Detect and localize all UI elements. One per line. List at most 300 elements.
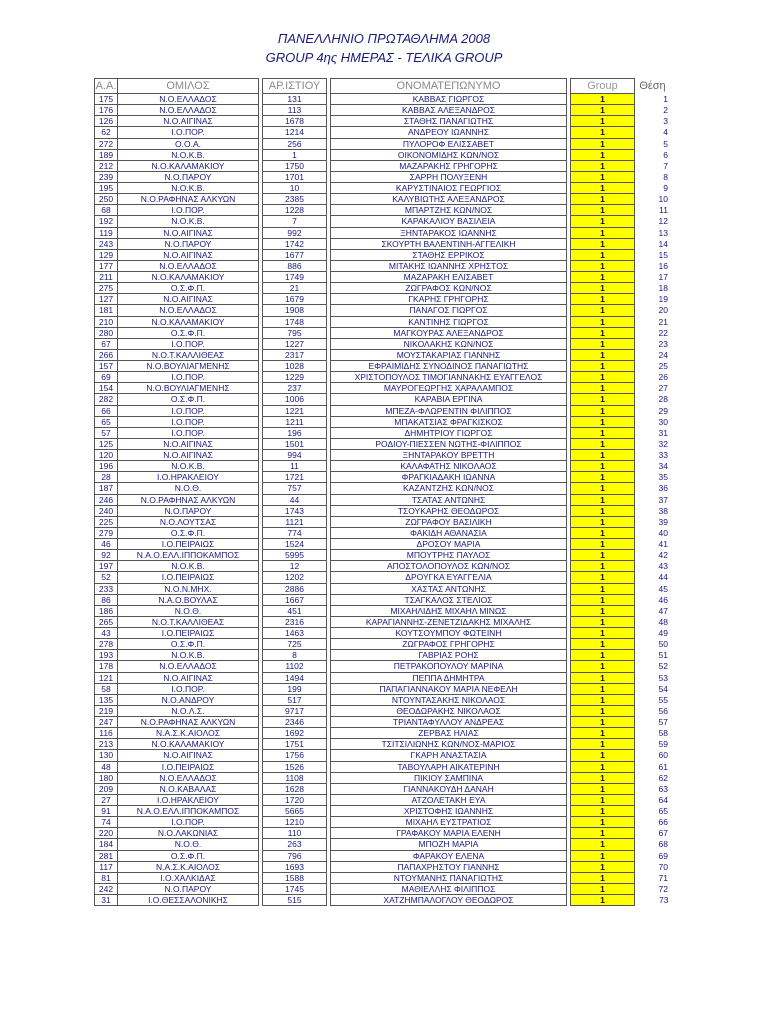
table-row — [95, 750, 671, 761]
table-row — [95, 338, 671, 349]
row-position: 61 — [658, 761, 668, 772]
row-group: 1 — [571, 539, 635, 550]
row-club: Ν.Ο.ΠΑΡΟΥ — [118, 171, 259, 182]
row-aa: 120 — [95, 450, 118, 461]
row-club: Ο.Σ.Φ.Π. — [118, 327, 259, 338]
table-row — [95, 605, 671, 616]
row-position: 16 — [658, 260, 668, 271]
row-reg: 994 — [263, 450, 327, 461]
row-position: 33 — [658, 450, 668, 461]
row-name: ΠΕΤΡΑΚΟΠΟΥΛΟΥ ΜΑΡΙΝΑ — [331, 661, 567, 672]
row-position: 71 — [658, 872, 668, 883]
row-club: Ν.Α.Ο.ΕΛΛ.ΙΠΠΟΚΑΜΠΟΣ — [118, 550, 259, 561]
row-reg: 1677 — [263, 249, 327, 260]
row-position: 41 — [658, 539, 668, 550]
row-reg: 1756 — [263, 750, 327, 761]
row-position: 3 — [663, 116, 668, 127]
row-group: 1 — [571, 160, 635, 171]
row-position: 31 — [658, 427, 668, 438]
row-club: Ν.Ο.ΛΟΥΤΣΑΣ — [118, 516, 259, 527]
row-aa: 210 — [95, 316, 118, 327]
row-aa: 127 — [95, 294, 118, 305]
row-club: Ι.Ο.ΘΕΣΣΑΛΟΝΙΚΗΣ — [118, 895, 259, 906]
page-title: ΠΑΝΕΛΛΗΝΙΟ ΠΡΩΤΑΘΛΗΜΑ 2008 — [277, 31, 491, 46]
row-name: ΜΠΕΖΑ-ΦΛΩΡΕΝΤΙΝ ΦΙΛΙΠΠΟΣ — [331, 405, 567, 416]
row-club: Ν.Ο.ΑΙΓΙΝΑΣ — [118, 750, 259, 761]
row-reg: 774 — [263, 527, 327, 538]
row-reg: 10 — [263, 183, 327, 194]
row-club: Ι.Ο.ΠΕΙΡΑΙΩΣ — [118, 539, 259, 550]
row-reg: 1743 — [263, 505, 327, 516]
row-name: ΚΑΒΒΑΣ ΓΙΩΡΓΟΣ — [331, 94, 567, 105]
table-row — [95, 260, 671, 271]
row-name: ΠΥΛΟΡΟΦ ΕΛΙΣΣΑΒΕΤ — [331, 138, 567, 149]
row-reg: 1221 — [263, 405, 327, 416]
row-club: Ν.Ο.Τ.ΚΑΛΛΙΘΕΑΣ — [118, 616, 259, 627]
row-aa: 196 — [95, 461, 118, 472]
table-row — [95, 349, 671, 360]
row-position: 9 — [663, 183, 668, 194]
row-aa: 69 — [95, 372, 118, 383]
row-aa: 52 — [95, 572, 118, 583]
row-aa: 225 — [95, 516, 118, 527]
row-reg: 1588 — [263, 872, 327, 883]
table-row — [95, 772, 671, 783]
row-aa: 250 — [95, 194, 118, 205]
table-row — [95, 249, 671, 260]
row-reg: 1751 — [263, 739, 327, 750]
row-group: 1 — [571, 806, 635, 817]
row-group: 1 — [571, 561, 635, 572]
row-name: ΜΑΘΙΕΛΛΗΣ ΦΙΛΙΠΠΟΣ — [331, 883, 567, 894]
table-row — [95, 472, 671, 483]
row-group: 1 — [571, 839, 635, 850]
row-name: ΚΑΡΑΚΑΛΙΟΥ ΒΑΣΙΛΕΙΑ — [331, 216, 567, 227]
row-name: ΣΑΡΡΗ ΠΟΛΥΞΕΝΗ — [331, 171, 567, 182]
row-reg: 2385 — [263, 194, 327, 205]
col-header-reg: ΑΡ.ΙΣΤΙΟΥ — [263, 79, 327, 94]
table-row — [95, 650, 671, 661]
row-name: ΝΤΟΥΜΑΝΗΣ ΠΑΝΑΓΙΩΤΗΣ — [331, 872, 567, 883]
row-group: 1 — [571, 383, 635, 394]
row-name: ΡΟΔΙΟΥ-ΠΙΕΣΣΕΝ ΝΩΤΗΣ-ΦΙΛΙΠΠΟΣ — [331, 438, 567, 449]
row-group: 1 — [571, 361, 635, 372]
row-aa: 157 — [95, 361, 118, 372]
row-club: Ν.Ο.ΚΑΛΑΜΑΚΙΟΥ — [118, 272, 259, 283]
row-name: ΓΑΒΡΙΑΣ ΡΟΗΣ — [331, 650, 567, 661]
table-row — [95, 806, 671, 817]
row-club: Ν.Ο.ΑΙΓΙΝΑΣ — [118, 227, 259, 238]
row-position: 70 — [658, 861, 668, 872]
row-club: Ν.Ο.ΛΑΚΩΝΙΑΣ — [118, 828, 259, 839]
row-reg: 2886 — [263, 583, 327, 594]
row-position: 44 — [658, 572, 668, 583]
row-position: 68 — [658, 839, 668, 850]
row-club: Ν.Α.Σ.Κ.ΑΙΟΛΟΣ — [118, 861, 259, 872]
row-position: 42 — [658, 550, 668, 561]
row-name: ΜΠΑΡΤΖΗΣ ΚΩΝ/ΝΟΣ — [331, 205, 567, 216]
table-row — [95, 717, 671, 728]
row-group: 1 — [571, 405, 635, 416]
row-club: Ν.Ο.ΚΑΛΑΜΑΚΙΟΥ — [118, 739, 259, 750]
table-row — [95, 372, 671, 383]
row-reg: 2317 — [263, 349, 327, 360]
row-name: ΠΑΠΑΓΙΑΝΝΑΚΟΥ ΜΑΡΙΑ ΝΕΦΕΛΗ — [331, 683, 567, 694]
row-aa: 189 — [95, 149, 118, 160]
row-club: Ι.Ο.ΠΟΡ. — [118, 127, 259, 138]
col-header-club: ΟΜΙΛΟΣ — [118, 79, 259, 94]
row-name: ΣΤΑΘΗΣ ΕΡΡΙΚΟΣ — [331, 249, 567, 260]
table-row — [95, 171, 671, 182]
row-group: 1 — [571, 872, 635, 883]
row-position: 24 — [658, 349, 668, 360]
row-aa: 177 — [95, 260, 118, 271]
table-row — [95, 761, 671, 772]
row-group: 1 — [571, 472, 635, 483]
row-club: Ο.Σ.Φ.Π. — [118, 283, 259, 294]
table-row — [95, 861, 671, 872]
row-reg: 256 — [263, 138, 327, 149]
row-aa: 176 — [95, 105, 118, 116]
table-row — [95, 238, 671, 249]
row-position: 46 — [658, 594, 668, 605]
row-name: ΜΑΖΑΡΑΚΗ ΕΛΙΣΑΒΕΤ — [331, 272, 567, 283]
row-club: Ο.Ο.Α. — [118, 138, 259, 149]
row-name: ΖΩΓΡΑΦΟΣ ΓΡΗΓΟΡΗΣ — [331, 639, 567, 650]
row-aa: 92 — [95, 550, 118, 561]
row-aa: 243 — [95, 238, 118, 249]
row-reg: 1 — [263, 149, 327, 160]
row-aa: 272 — [95, 138, 118, 149]
row-club: Ι.Ο.ΠΕΙΡΑΙΩΣ — [118, 761, 259, 772]
row-position: 52 — [658, 661, 668, 672]
row-reg: 1908 — [263, 305, 327, 316]
row-reg: 1693 — [263, 861, 327, 872]
table-row — [95, 527, 671, 538]
row-position: 51 — [658, 650, 668, 661]
row-name: ΠΑΝΑΓΟΣ ΓΙΩΡΓΟΣ — [331, 305, 567, 316]
row-name: ΘΕΟΔΩΡΑΚΗΣ ΝΙΚΟΛΑΟΣ — [331, 705, 567, 716]
row-reg: 1721 — [263, 472, 327, 483]
row-group: 1 — [571, 650, 635, 661]
row-group: 1 — [571, 238, 635, 249]
table-row — [95, 194, 671, 205]
col-header-aa: Α.Α. — [95, 80, 117, 92]
table-row — [95, 216, 671, 227]
row-name: ΔΡΟΥΓΚΑ ΕΥΑΓΓΕΛΙΑ — [331, 572, 567, 583]
row-position: 8 — [663, 171, 668, 182]
row-reg: 1750 — [263, 160, 327, 171]
row-group: 1 — [571, 594, 635, 605]
row-position: 21 — [658, 316, 668, 327]
row-position: 5 — [663, 138, 668, 149]
row-aa: 46 — [95, 539, 118, 550]
table-row — [95, 183, 671, 194]
row-aa: 195 — [95, 183, 118, 194]
row-aa: 48 — [95, 761, 118, 772]
col-header-group: Group — [571, 79, 635, 94]
row-reg: 7 — [263, 216, 327, 227]
row-group: 1 — [571, 494, 635, 505]
row-name: ΠΙΚΙΟΥ ΣΑΜΠΙΝΑ — [331, 772, 567, 783]
row-aa: 125 — [95, 438, 118, 449]
row-group: 1 — [571, 116, 635, 127]
row-position: 2 — [663, 105, 668, 116]
table-row — [95, 728, 671, 739]
row-position: 64 — [658, 794, 668, 805]
table-row — [95, 694, 671, 705]
row-group: 1 — [571, 705, 635, 716]
row-group: 1 — [571, 438, 635, 449]
row-aa: 81 — [95, 872, 118, 883]
row-club: Ν.Ο.ΑΙΓΙΝΑΣ — [118, 672, 259, 683]
row-position: 48 — [658, 616, 668, 627]
row-reg: 1678 — [263, 116, 327, 127]
row-reg: 1720 — [263, 794, 327, 805]
row-name: ΔΗΜΗΤΡΙΟΥ ΓΙΩΡΓΟΣ — [331, 427, 567, 438]
row-position: 63 — [658, 783, 668, 794]
row-position: 66 — [658, 817, 668, 828]
row-club: Ν.Ο.ΡΑΦΗΝΑΣ ΑΛΚΥΩΝ — [118, 494, 259, 505]
row-position: 19 — [658, 294, 668, 305]
row-position: 57 — [658, 717, 668, 728]
row-group: 1 — [571, 661, 635, 672]
row-club: Ι.Ο.ΠΟΡ. — [118, 338, 259, 349]
row-position: 4 — [663, 127, 668, 138]
table-row — [95, 783, 671, 794]
row-aa: 265 — [95, 616, 118, 627]
table-row — [95, 294, 671, 305]
row-group: 1 — [571, 327, 635, 338]
row-club: Ι.Ο.ΠΟΡ. — [118, 405, 259, 416]
row-name: ΚΑΡΑΓΙΑΝΝΗΣ-ΖΕΝΕΤΖΙΔΑΚΗΣ ΜΙΧΑΛΗΣ — [331, 616, 567, 627]
row-name: ΓΙΑΝΝΑΚΟΥΔΗ ΔΑΝΑΗ — [331, 783, 567, 794]
row-club: Ν.Ο.Κ.Β. — [118, 149, 259, 160]
row-name: ΔΡΟΣΟΥ ΜΑΡΙΑ — [331, 539, 567, 550]
row-club: Ν.Ο.ΕΛΛΑΔΟΣ — [118, 305, 259, 316]
row-name: ΞΗΝΤΑΡΑΚΟΣ ΙΩΑΝΝΗΣ — [331, 227, 567, 238]
table-row — [95, 705, 671, 716]
table-row — [95, 361, 671, 372]
row-club: Ι.Ο.ΠΟΡ. — [118, 817, 259, 828]
row-position: 12 — [658, 216, 668, 227]
row-group: 1 — [571, 305, 635, 316]
row-position: 15 — [658, 249, 668, 260]
row-position: 27 — [658, 383, 668, 394]
row-group: 1 — [571, 783, 635, 794]
row-position: 22 — [658, 327, 668, 338]
row-reg: 1749 — [263, 272, 327, 283]
row-position: 14 — [658, 238, 668, 249]
row-group: 1 — [571, 416, 635, 427]
row-group: 1 — [571, 194, 635, 205]
table-row — [95, 160, 671, 171]
row-aa: 242 — [95, 883, 118, 894]
row-group: 1 — [571, 772, 635, 783]
table-row — [95, 94, 671, 105]
row-club: Ν.Α.Ο.ΕΛΛ.ΙΠΠΟΚΑΜΠΟΣ — [118, 806, 259, 817]
table-row — [95, 594, 671, 605]
page-subtitle: GROUP 4ης ΗΜΕΡΑΣ - ΤΕΛΙΚΑ GROUP — [265, 50, 503, 65]
row-aa: 27 — [95, 794, 118, 805]
row-reg: 1628 — [263, 783, 327, 794]
row-reg: 2316 — [263, 616, 327, 627]
row-position: 36 — [658, 483, 668, 494]
row-club: Ν.Ο.Θ. — [118, 605, 259, 616]
row-position: 11 — [659, 205, 668, 216]
table-row — [95, 138, 671, 149]
row-reg: 1526 — [263, 761, 327, 772]
row-position: 53 — [658, 672, 668, 683]
row-aa: 239 — [95, 171, 118, 182]
row-aa: 154 — [95, 383, 118, 394]
row-group: 1 — [571, 527, 635, 538]
row-reg: 1028 — [263, 361, 327, 372]
row-aa: 213 — [95, 739, 118, 750]
row-group: 1 — [571, 516, 635, 527]
row-name: ΚΑΛΥΒΙΩΤΗΣ ΑΛΕΞΑΝΔΡΟΣ — [331, 194, 567, 205]
row-aa: 62 — [95, 127, 118, 138]
table-row — [95, 483, 671, 494]
row-group: 1 — [571, 761, 635, 772]
row-name: ΑΝΔΡΕΟΥ ΙΩΑΝΝΗΣ — [331, 127, 567, 138]
table-row — [95, 661, 671, 672]
row-aa: 28 — [95, 472, 118, 483]
row-club: Ο.Σ.Φ.Π. — [118, 639, 259, 650]
row-aa: 184 — [95, 839, 118, 850]
row-reg: 1108 — [263, 772, 327, 783]
row-reg: 1679 — [263, 294, 327, 305]
row-club: Ν.Ο.ΑΙΓΙΝΑΣ — [118, 294, 259, 305]
row-name: ΠΑΠΑΧΡΗΣΤΟΥ ΓΙΑΝΝΗΣ — [331, 861, 567, 872]
row-reg: 1006 — [263, 394, 327, 405]
row-group: 1 — [571, 138, 635, 149]
row-group: 1 — [571, 227, 635, 238]
table-row — [95, 839, 671, 850]
row-name: ΓΚΑΡΗΣ ΓΡΗΓΟΡΗΣ — [331, 294, 567, 305]
row-club: Ν.Ο.ΠΑΡΟΥ — [118, 505, 259, 516]
row-club: Ν.Ο.ΡΑΦΗΝΑΣ ΑΛΚΥΩΝ — [118, 194, 259, 205]
row-club: Ν.Ο.Ν.ΜΗΧ. — [118, 583, 259, 594]
row-club: Ν.Ο.Λ.Σ. — [118, 705, 259, 716]
row-reg: 1102 — [263, 661, 327, 672]
row-group: 1 — [571, 216, 635, 227]
row-group: 1 — [571, 828, 635, 839]
row-group: 1 — [571, 505, 635, 516]
row-group: 1 — [571, 483, 635, 494]
row-position: 43 — [658, 561, 668, 572]
table-row — [95, 872, 671, 883]
row-name: ΞΗΝΤΑΡΑΚΟΥ ΒΡΕΤΤΗ — [331, 450, 567, 461]
row-aa: 31 — [95, 895, 118, 906]
row-position: 26 — [658, 372, 668, 383]
row-club: Ι.Ο.ΠΟΡ. — [118, 427, 259, 438]
row-position: 62 — [658, 772, 668, 783]
row-aa: 74 — [95, 817, 118, 828]
table-row — [95, 461, 671, 472]
row-group: 1 — [571, 550, 635, 561]
row-club: Ν.Ο.Θ. — [118, 483, 259, 494]
row-position: 39 — [658, 516, 668, 527]
row-aa: 135 — [95, 694, 118, 705]
row-reg: 1211 — [263, 416, 327, 427]
row-name: ΑΤΖΟΛΕΤΑΚΗ ΕΥΑ — [331, 794, 567, 805]
row-aa: 192 — [95, 216, 118, 227]
row-position: 13 — [658, 227, 668, 238]
row-position: 58 — [658, 728, 668, 739]
row-position: 56 — [658, 705, 668, 716]
row-club: Ι.Ο.ΠΟΡ. — [118, 205, 259, 216]
row-club: Ν.Ο.ΕΛΛΑΔΟΣ — [118, 260, 259, 271]
row-group: 1 — [571, 349, 635, 360]
row-club: Ν.Ο.ΚΑΛΑΜΑΚΙΟΥ — [118, 316, 259, 327]
row-reg: 886 — [263, 260, 327, 271]
row-club: Ο.Σ.Φ.Π. — [118, 850, 259, 861]
row-group: 1 — [571, 639, 635, 650]
row-name: ΜΑΓΚΟΥΡΑΣ ΑΛΕΞΑΝΔΡΟΣ — [331, 327, 567, 338]
row-name: ΚΑΒΒΑΣ ΑΛΕΞΑΝΔΡΟΣ — [331, 105, 567, 116]
row-name: ΓΚΑΡΗ ΑΝΑΣΤΑΣΙΑ — [331, 750, 567, 761]
table-row — [95, 394, 671, 405]
row-club: Ν.Ο.ΡΑΦΗΝΑΣ ΑΛΚΥΩΝ — [118, 717, 259, 728]
table-row — [95, 572, 671, 583]
row-reg: 725 — [263, 639, 327, 650]
row-reg: 796 — [263, 850, 327, 861]
row-club: Ν.Ο.Τ.ΚΑΛΛΙΘΕΑΣ — [118, 349, 259, 360]
row-aa: 247 — [95, 717, 118, 728]
row-group: 1 — [571, 794, 635, 805]
row-group: 1 — [571, 171, 635, 182]
row-position: 25 — [658, 361, 668, 372]
row-club: Ν.Ο.ΑΙΓΙΝΑΣ — [118, 450, 259, 461]
row-reg: 1745 — [263, 883, 327, 894]
row-reg: 11 — [263, 461, 327, 472]
row-position: 20 — [658, 305, 668, 316]
row-group: 1 — [571, 372, 635, 383]
table-row — [95, 505, 671, 516]
row-aa: 211 — [95, 272, 118, 283]
row-reg: 44 — [263, 494, 327, 505]
row-position: 35 — [658, 472, 668, 483]
col-header-name: ΟΝΟΜΑΤΕΠΩΝΥΜΟ — [331, 79, 567, 94]
row-reg: 1210 — [263, 817, 327, 828]
row-reg: 795 — [263, 327, 327, 338]
row-reg: 5995 — [263, 550, 327, 561]
row-name: ΜΙΤΑΚΗΣ ΙΩΑΝΝΗΣ ΧΡΗΣΤΟΣ — [331, 260, 567, 271]
row-reg: 1742 — [263, 238, 327, 249]
table-row — [95, 494, 671, 505]
row-club: Ν.Α.Ο.ΒΟΥΛΑΣ — [118, 594, 259, 605]
table-row — [95, 561, 671, 572]
row-club: Ν.Α.Σ.Κ.ΑΙΟΛΟΣ — [118, 728, 259, 739]
table-row — [95, 628, 671, 639]
row-group: 1 — [571, 672, 635, 683]
row-aa: 240 — [95, 505, 118, 516]
row-reg: 113 — [263, 105, 327, 116]
row-name: ΦΡΑΓΚΙΑΔΑΚΗ ΙΩΑΝΝΑ — [331, 472, 567, 483]
row-club: Ι.Ο.ΠΕΙΡΑΙΩΣ — [118, 572, 259, 583]
row-club: Ν.Ο.ΕΛΛΑΔΟΣ — [118, 105, 259, 116]
row-position: 29 — [658, 405, 668, 416]
row-aa: 119 — [95, 227, 118, 238]
row-aa: 212 — [95, 160, 118, 171]
row-position: 38 — [658, 505, 668, 516]
row-group: 1 — [571, 883, 635, 894]
row-aa: 280 — [95, 327, 118, 338]
row-club: Ν.Ο.ΕΛΛΑΔΟΣ — [118, 94, 259, 105]
table-row — [95, 149, 671, 160]
row-aa: 278 — [95, 639, 118, 650]
